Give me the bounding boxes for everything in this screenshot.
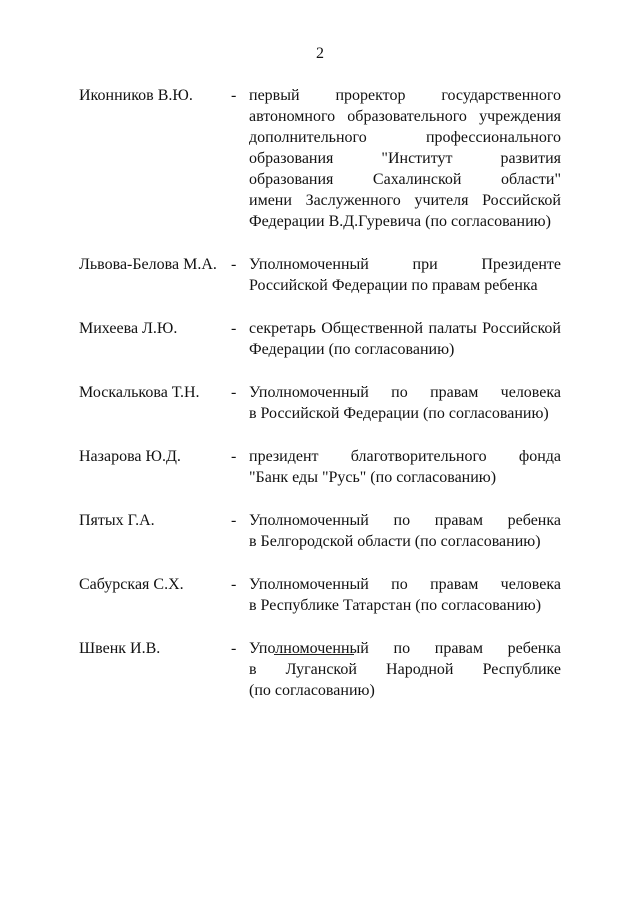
position-line: первый проректор государственного — [249, 87, 561, 104]
position-line: автономного образовательного учреждения — [249, 108, 561, 125]
dash-separator: - — [231, 87, 237, 104]
position-line: в Республике Татарстан (по согласованию) — [249, 597, 542, 614]
member-name: Михеева Л.Ю. — [79, 320, 178, 337]
member-name: Иконников В.Ю. — [79, 87, 193, 104]
member-position — [249, 318, 561, 360]
member-entry — [79, 446, 562, 488]
end-of-list-rule — [274, 654, 354, 655]
member-entry — [79, 574, 562, 616]
member-name: Москалькова Т.Н. — [79, 384, 200, 401]
member-name: Львова-Белова М.А. — [79, 256, 217, 273]
position-line: Уполномоченный при Президенте — [249, 256, 561, 273]
member-list — [79, 85, 562, 723]
member-position — [249, 85, 561, 232]
member-entry — [79, 510, 562, 552]
position-line: Уполномоченный по правам ребенка — [249, 512, 561, 529]
member-name: Сабурская С.Х. — [79, 576, 184, 593]
member-entry — [79, 382, 562, 424]
position-line: дополнительного профессионального — [249, 129, 561, 146]
member-entry — [79, 254, 562, 296]
position-line: в Российской Федерации (по согласованию) — [249, 405, 549, 422]
dash-separator: - — [231, 576, 237, 593]
position-line: Уполномоченный по правам ребенка — [249, 640, 561, 657]
member-name: Назарова Ю.Д. — [79, 448, 181, 465]
member-position — [249, 638, 561, 701]
member-position — [249, 574, 561, 616]
position-line: в Белгородской области (по согласованию) — [249, 533, 541, 550]
page-number: 2 — [316, 45, 324, 62]
member-entry — [79, 638, 562, 701]
position-line: Уполномоченный по правам человека — [249, 384, 561, 401]
member-entry — [79, 85, 562, 232]
position-line: Уполномоченный по правам человека — [249, 576, 561, 593]
position-line: Федерации (по согласованию) — [249, 341, 455, 358]
position-line: секретарь Общественной палаты Российской — [249, 320, 561, 337]
position-line: Российской Федерации по правам ребенка — [249, 277, 538, 294]
position-line: (по согласованию) — [249, 682, 375, 699]
member-position — [249, 446, 561, 488]
dash-separator: - — [231, 640, 237, 657]
member-name: Пятых Г.А. — [79, 512, 155, 529]
position-line: имени Заслуженного учителя Российской — [249, 192, 561, 209]
member-position — [249, 382, 561, 424]
position-line: образования "Институт развития — [249, 150, 561, 167]
dash-separator: - — [231, 256, 237, 273]
position-line: президент благотворительного фонда — [249, 448, 561, 465]
member-position — [249, 254, 561, 296]
member-name: Швенк И.В. — [79, 640, 161, 657]
member-entry — [79, 318, 562, 360]
position-line: Федерации В.Д.Гуревича (по согласованию) — [249, 213, 551, 230]
dash-separator: - — [231, 320, 237, 337]
position-line: образования Сахалинской области" — [249, 171, 561, 188]
dash-separator: - — [231, 512, 237, 529]
position-line: "Банк еды "Русь" (по согласованию) — [249, 469, 497, 486]
member-position — [249, 510, 561, 552]
position-line: в Луганской Народной Республике — [249, 661, 561, 678]
dash-separator: - — [231, 448, 237, 465]
dash-separator: - — [231, 384, 237, 401]
